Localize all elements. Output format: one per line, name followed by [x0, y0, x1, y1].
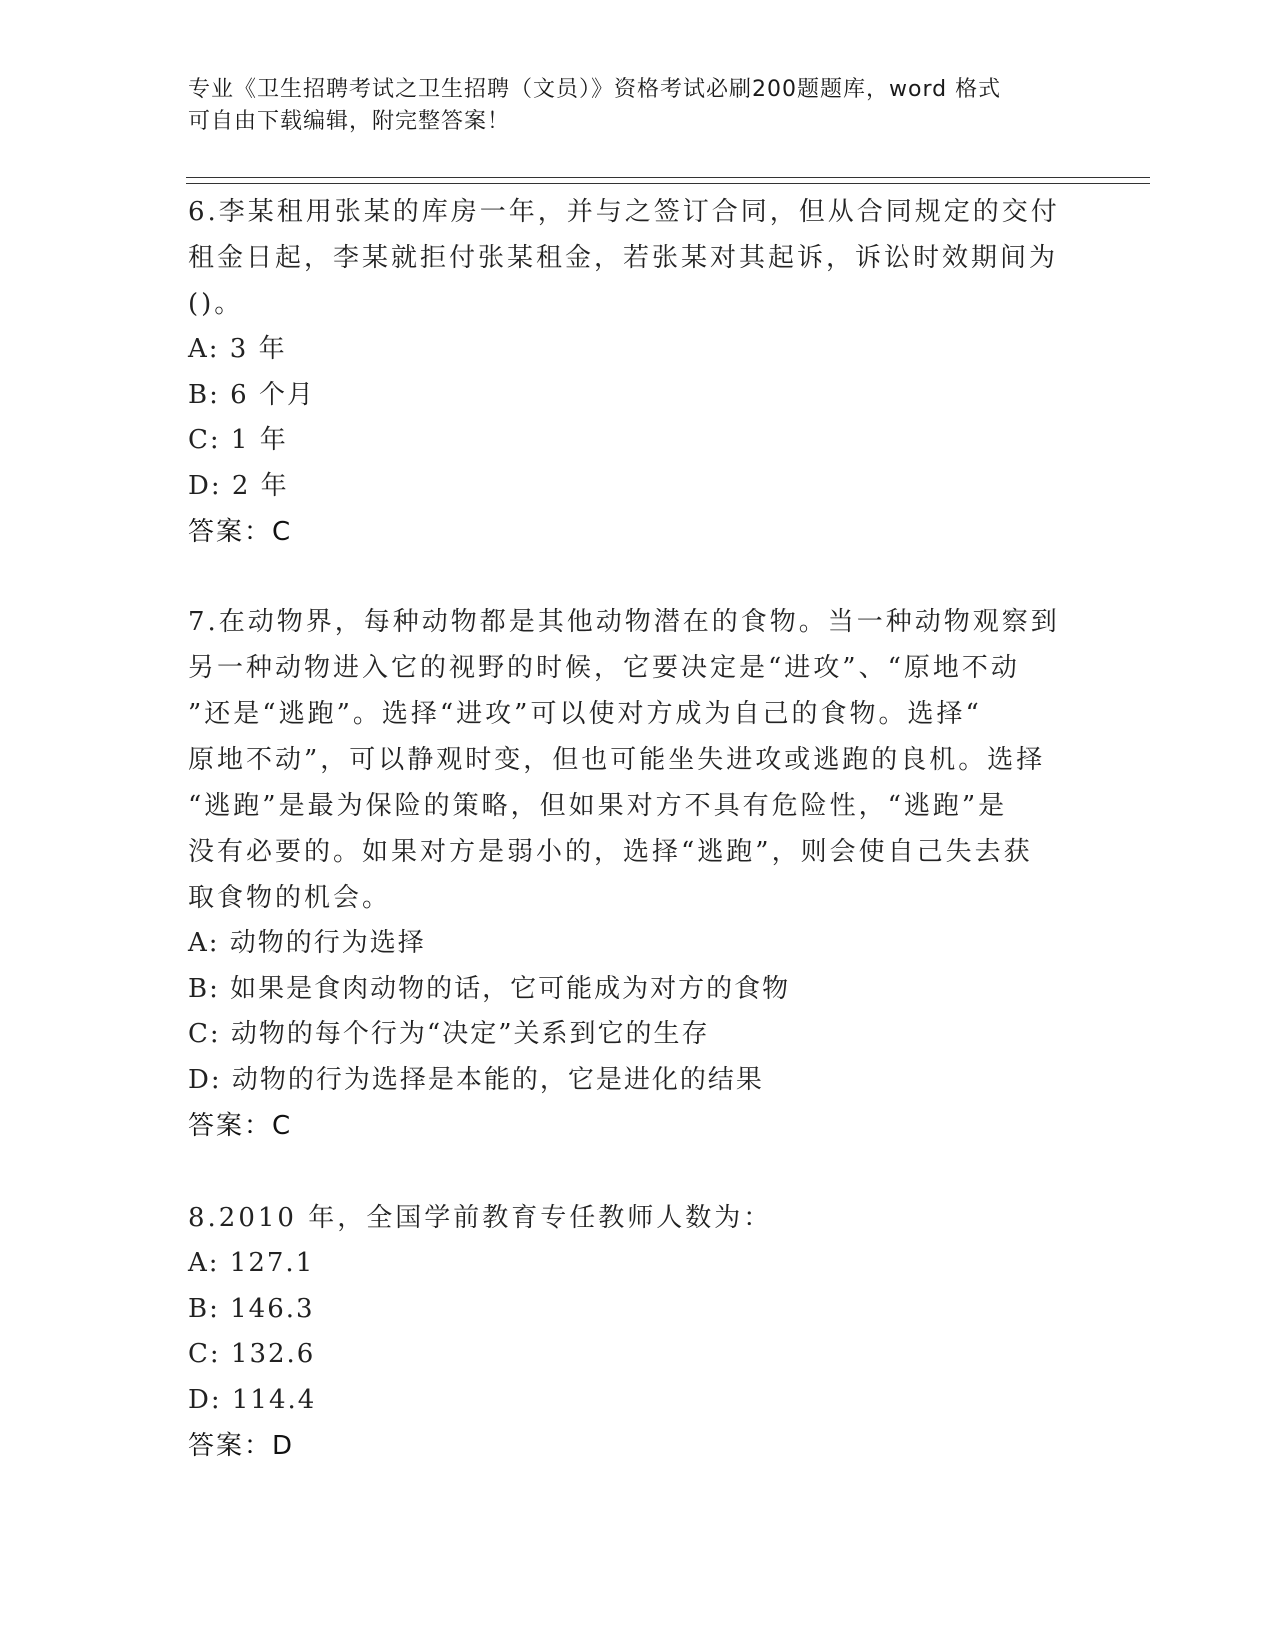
option-a: A: 3 年 — [188, 334, 287, 364]
option-d: D: 动物的行为选择是本能的，它是进化的结果 — [188, 1064, 764, 1095]
question-7 — [188, 599, 1068, 1149]
question-6 — [188, 189, 1068, 555]
stem-line: ()。 — [188, 289, 244, 319]
stem-line: 没有必要的。如果对方是弱小的，选择“逃跑”，则会使自己失去获 — [188, 837, 1033, 867]
stem-line: 原地不动”，可以静观时变，但也可能坐失进攻或逃跑的良机。选择 — [188, 745, 1046, 775]
answer-line: 答案：D — [188, 1431, 295, 1461]
header-title-line-2: 可自由下载编辑，附完整答案！ — [188, 109, 511, 134]
header-title-line-1: 专业《卫生招聘考试之卫生招聘（文员）》资格考试必刷200题题库，word 格式 — [188, 77, 1002, 102]
question-stem — [188, 1195, 1068, 1241]
question-stem — [188, 189, 1068, 327]
option-list — [188, 1241, 1068, 1423]
answer-line: 答案：C — [188, 1111, 293, 1141]
stem-line: 租金日起，李某就拒付张某租金，若张某对其起诉，诉讼时效期间为 — [188, 243, 1059, 273]
option-b: B: 如果是食肉动物的话，它可能成为对方的食物 — [188, 973, 791, 1004]
stem-line: “逃跑”是最为保险的策略，但如果对方不具有危险性，“逃跑”是 — [188, 791, 1008, 821]
stem-line: 7.在动物界，每种动物都是其他动物潜在的食物。当一种动物观察到 — [188, 607, 1060, 637]
option-b: B: 6 个月 — [188, 379, 315, 410]
stem-line: ”还是“逃跑”。选择“进攻”可以使对方成为自己的食物。选择“ — [188, 699, 982, 729]
option-c: C: 1 年 — [188, 425, 288, 455]
option-c: C: 132.6 — [188, 1339, 316, 1369]
option-a: A: 127.1 — [188, 1248, 315, 1278]
answer-line: 答案：C — [188, 517, 293, 547]
stem-line: 取食物的机会。 — [188, 883, 392, 913]
stem-line: 8.2010 年，全国学前教育专任教师人数为： — [188, 1203, 773, 1233]
document-header — [188, 74, 1068, 138]
header-divider-top — [186, 177, 1150, 178]
question-8 — [188, 1195, 1068, 1469]
option-b: B: 146.3 — [188, 1293, 315, 1324]
option-list — [188, 327, 1068, 509]
question-stem — [188, 599, 1068, 921]
option-c: C: 动物的每个行为“决定”关系到它的生存 — [188, 1019, 710, 1049]
option-d: D: 114.4 — [188, 1384, 317, 1415]
stem-line: 另一种动物进入它的视野的时候，它要决定是“进攻”、“原地不动 — [188, 653, 1020, 683]
option-a: A: 动物的行为选择 — [188, 928, 426, 958]
stem-line: 6.李某租用张某的库房一年，并与之签订合同，但从合同规定的交付 — [188, 197, 1060, 227]
option-list — [188, 921, 1068, 1103]
option-d: D: 2 年 — [188, 470, 289, 501]
header-divider-bottom — [186, 183, 1150, 184]
